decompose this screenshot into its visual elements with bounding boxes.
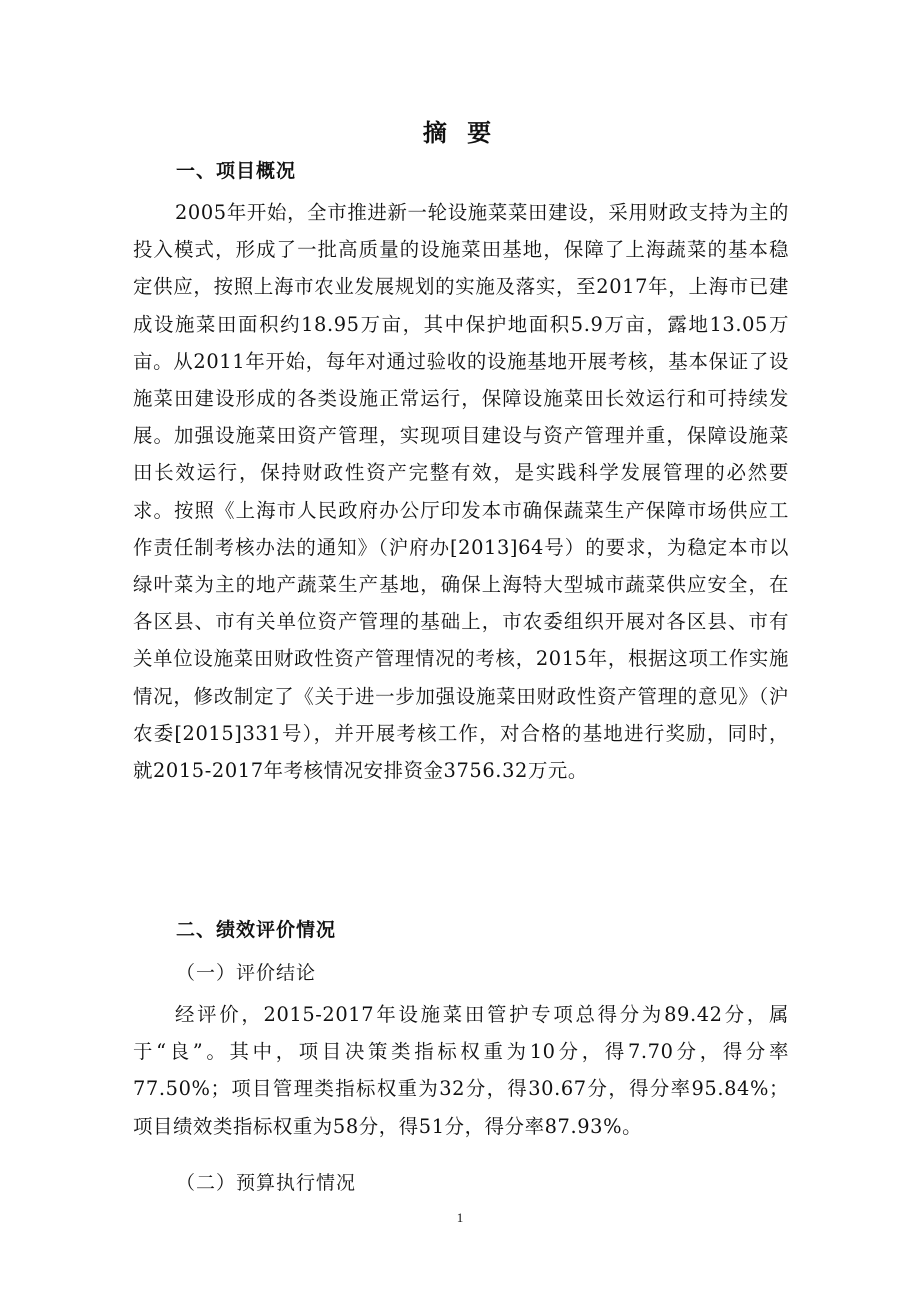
page-title: 摘 要 <box>422 119 498 147</box>
paragraph-conclusion: 经评价，2015-2017年设施菜田管护专项总得分为89.42分，属于“良”。其中，项目决策类指标权重为10分，得7.70分，得分率77.50%；项目管理类指标权重为32分，得30.67分，得分率95.84%；项目绩效类指标权重为58分，得51分，得分率87.93%。 <box>133 1003 789 1138</box>
section-heading-overview: 一、项目概况 <box>176 160 297 182</box>
subheading-budget-execution: （二）预算执行情况 <box>176 1172 357 1194</box>
subheading-conclusion: （一）评价结论 <box>176 962 317 984</box>
section-heading-evaluation: 二、绩效评价情况 <box>176 919 337 941</box>
paragraph-overview: 2005年开始，全市推进新一轮设施菜菜田建设，采用财政支持为主的投入模式，形成了一批高质量的设施菜田基地，保障了上海蔬菜的基本稳定供应，按照上海市农业发展规划的实施及落实，至2017年，上海市已建成设施菜田面积约18.95万亩，其中保护地面积5.9万亩，露地13.05万亩。从2011年开始，每年对通过验收的设施基地开展考核，基本保证了设施菜田建设形成的各类设施正常运行，保障设施菜田长效运行和可持续发展。加强设施菜田资产管理，实现项目建设与资产管理并重，保障设施菜田长效运行，保持财政性资产完整有效，是实践科学发展管理的必然要求。按照《上海市人民政府办公厅印发本市确保蔬菜生产保障市场供应工作责任制考核办法的通知》（沪府办[2013]64号）的要求，为稳定本市以绿叶菜为主的地产蔬菜生产基地，确保上海特大型城市蔬菜供应安全，在各区县、市有关单位资产管理的基础上，市农委组织开展对各区县、市有关单位设施菜田财政性资产管理情况的考核，2015年，根据这项工作实施情况，修改制定了《关于进一步加强设施菜田财政性资产管理的意见》（沪农委[2015]331号），并开展考核工作，对合格的基地进行奖励，同时，就2015-2017年考核情况安排资金3756.32万元。 <box>133 201 789 783</box>
page-number: 1 <box>456 1210 464 1225</box>
